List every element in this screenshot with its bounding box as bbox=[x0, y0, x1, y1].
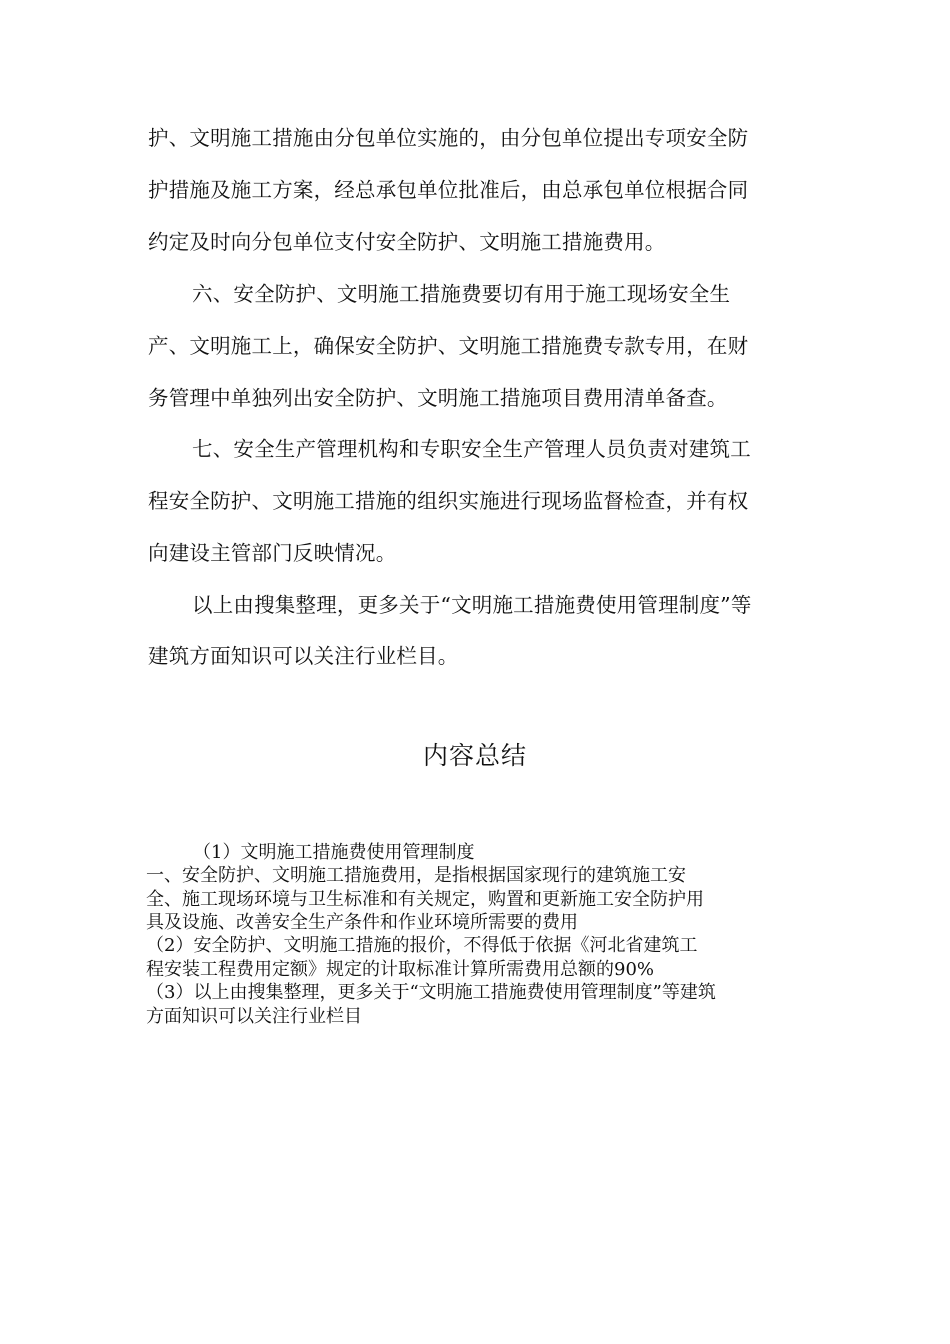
body-line-1: 护、文明施工措施由分包单位实施的，由分包单位提出专项安全防 bbox=[148, 126, 749, 150]
summary-line-7: （3）以上由搜集整理，更多关于“文明施工措施费使用管理制度”等建筑 bbox=[146, 982, 716, 1003]
body-line-8: 程安全防护、文明施工措施的组织实施进行现场监督检查，并有权 bbox=[148, 489, 749, 513]
body-line-2: 护措施及施工方案，经总承包单位批准后，由总承包单位根据合同 bbox=[148, 178, 749, 202]
summary-line-4: 具及设施、改善安全生产条件和作业环境所需要的费用 bbox=[146, 912, 578, 933]
body-line-6: 务管理中单独列出安全防护、文明施工措施项目费用清单备查。 bbox=[148, 386, 728, 410]
body-line-3: 约定及时向分包单位支付安全防护、文明施工措施费用。 bbox=[148, 230, 666, 254]
body-line-10: 以上由搜集整理，更多关于“文明施工措施费使用管理制度”等 bbox=[192, 593, 752, 617]
summary-line-1: （1）文明施工措施费使用管理制度 bbox=[193, 842, 475, 863]
summary-title: 内容总结 bbox=[422, 741, 527, 770]
body-line-9: 向建设主管部门反映情况。 bbox=[148, 541, 397, 565]
body-line-4: 六、安全防护、文明施工措施费要切有用于施工现场安全生 bbox=[192, 282, 731, 306]
summary-line-5: （2）安全防护、文明施工措施的报价，不得低于依据《河北省建筑工 bbox=[146, 935, 698, 956]
body-line-7: 七、安全生产管理机构和专职安全生产管理人员负责对建筑工 bbox=[192, 437, 751, 461]
summary-line-6: 程安装工程费用定额》规定的计取标准计算所需费用总额的90% bbox=[146, 959, 655, 980]
summary-line-8: 方面知识可以关注行业栏目 bbox=[146, 1006, 362, 1027]
body-line-11: 建筑方面知识可以关注行业栏目。 bbox=[148, 644, 459, 668]
body-line-5: 产、文明施工上，确保安全防护、文明施工措施费专款专用，在财 bbox=[148, 334, 749, 358]
summary-line-3: 全、施工现场环境与卫生标准和有关规定，购置和更新施工安全防护用 bbox=[146, 889, 704, 910]
summary-line-2: 一、安全防护、文明施工措施费用，是指根据国家现行的建筑施工安 bbox=[146, 865, 686, 886]
